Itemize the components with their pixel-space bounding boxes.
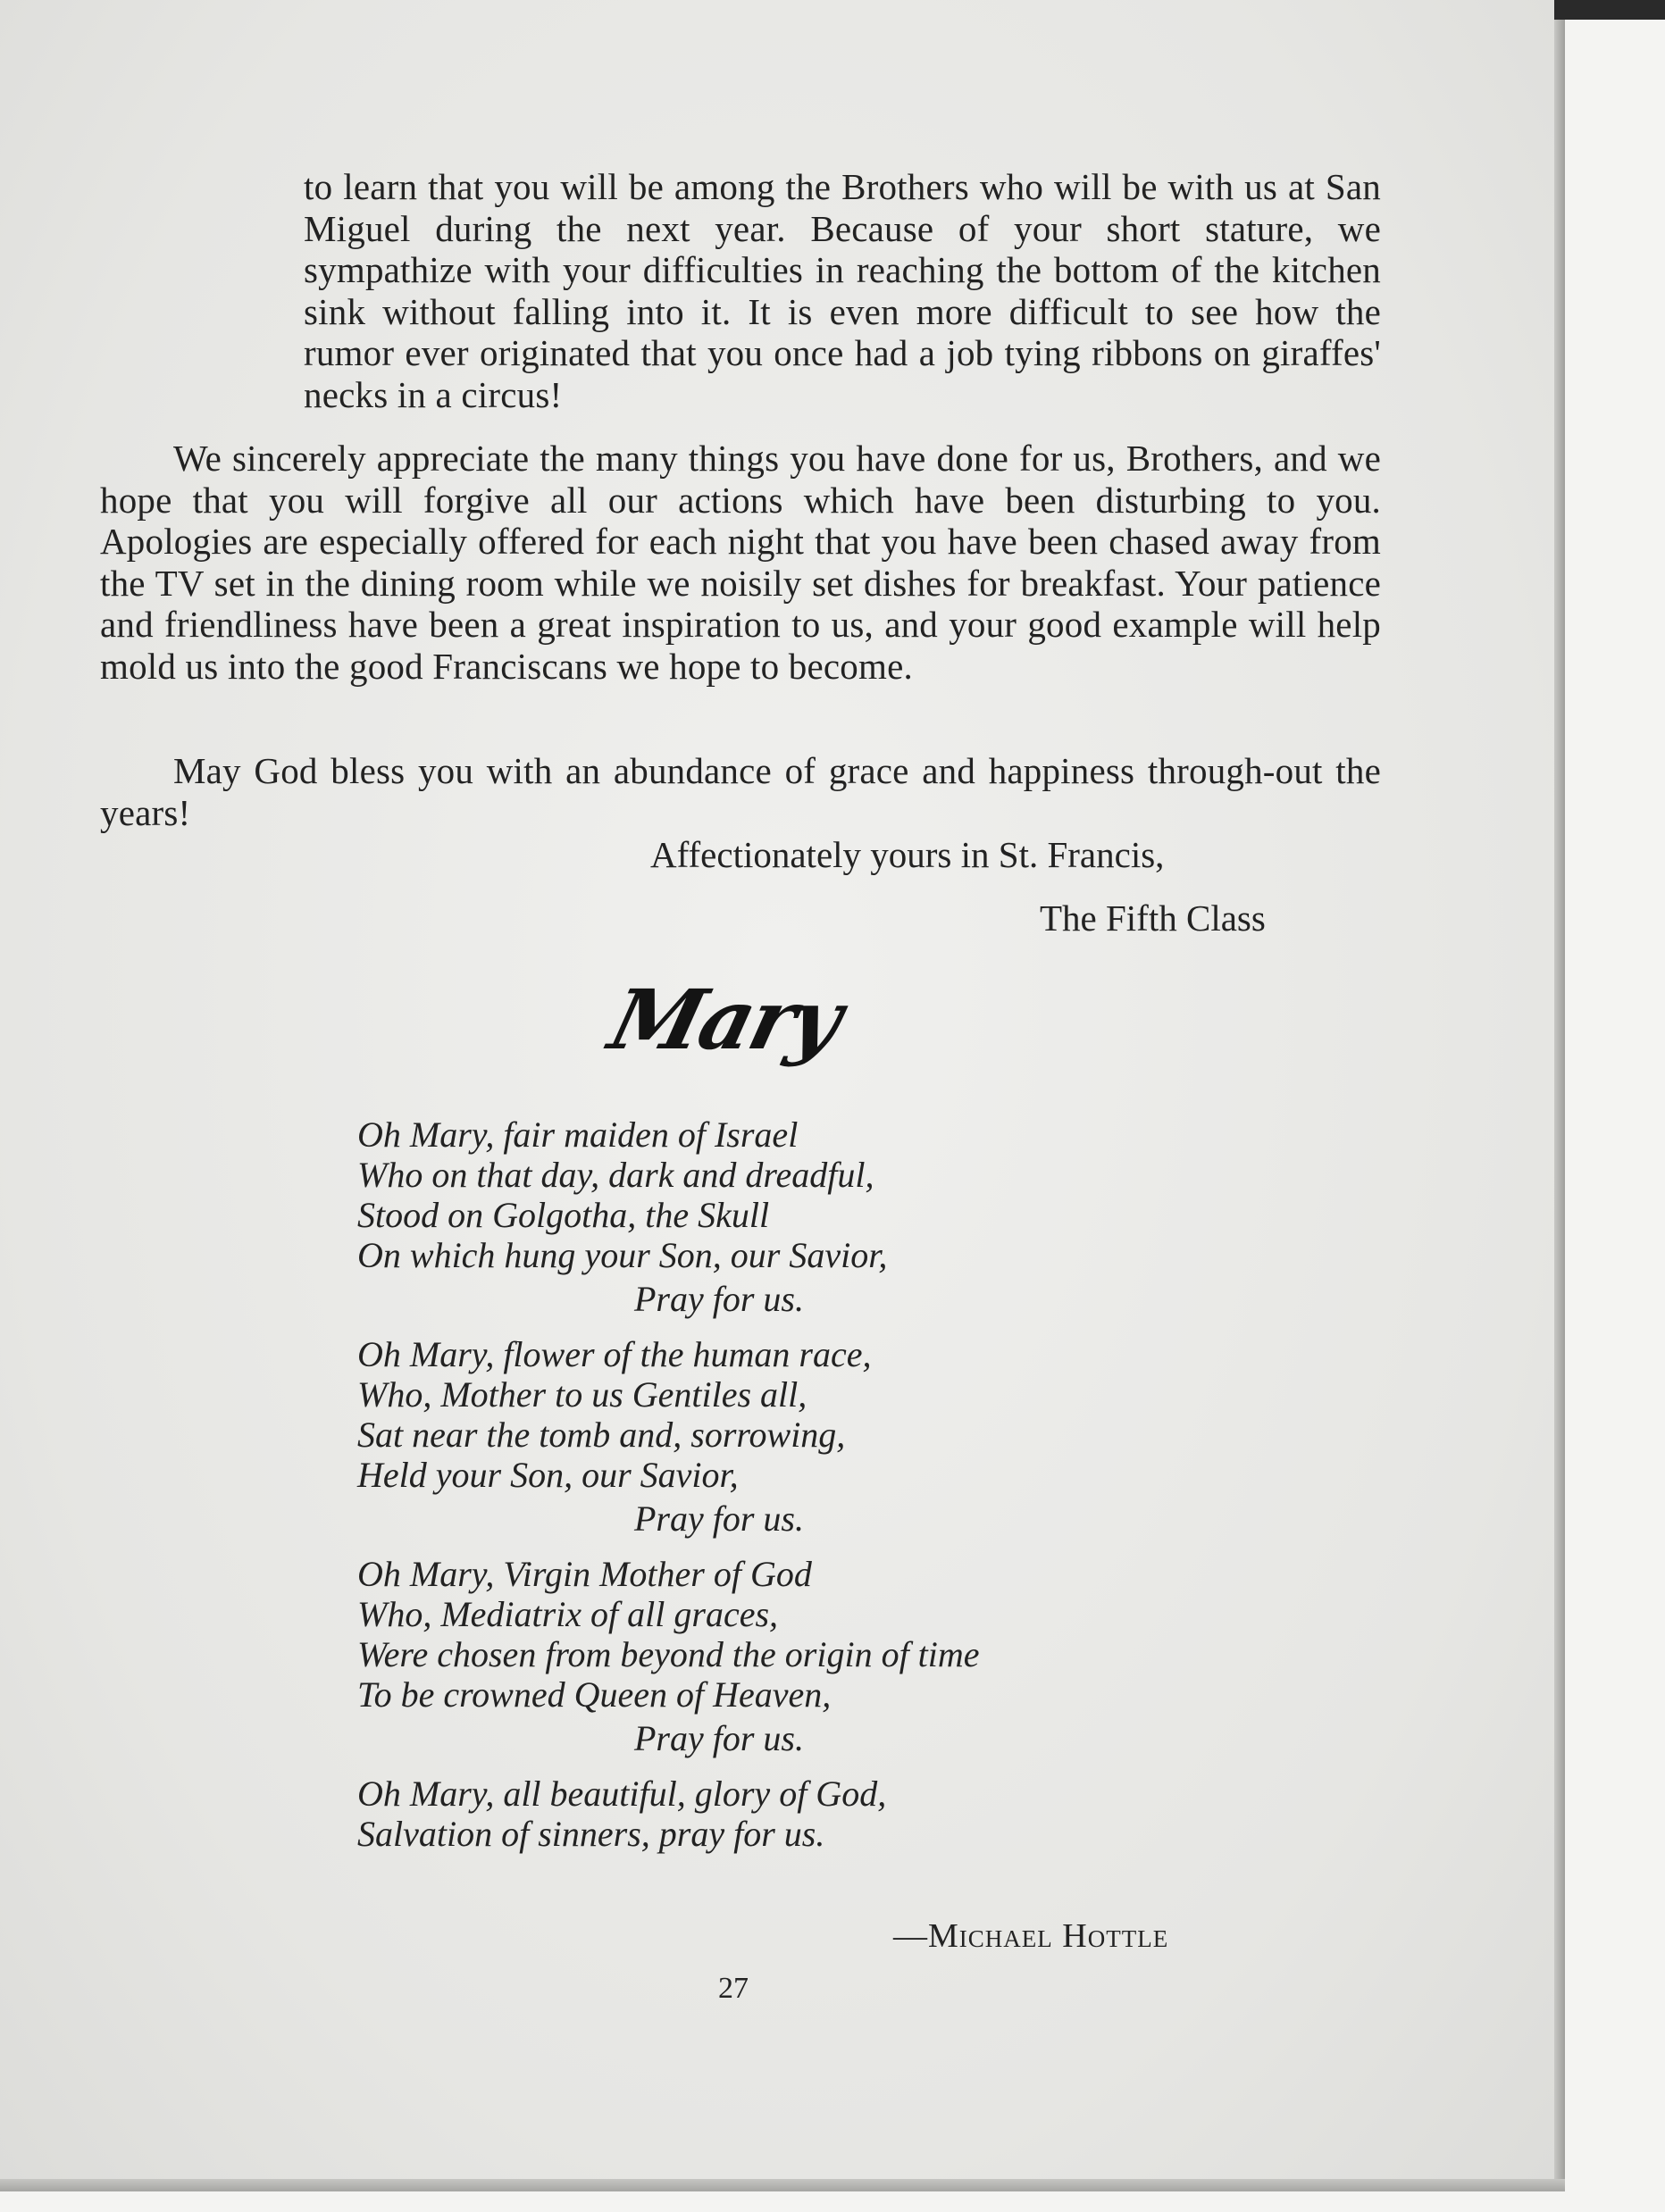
poem-line: On which hung your Son, our Savior, [357,1235,888,1275]
page-number: 27 [718,1972,749,2005]
poem-line: Held your Son, our Savior, [357,1455,739,1495]
poem-stanza [357,1554,1161,1758]
letter-signature: The Fifth Class [1040,897,1266,939]
page-edge-bottom [0,2179,1565,2191]
poem [357,1114,1161,1869]
letter-paragraph: May God bless you with an abundance of grace and happiness through-out the years! [100,750,1381,833]
poem-refrain: Pray for us. [634,1718,804,1758]
poem-line: Who, Mother to us Gentiles all, [357,1374,807,1415]
poem-line: Oh Mary, fair maiden of Israel [357,1114,799,1155]
poem-line: Were chosen from beyond the origin of time [357,1634,980,1674]
letter-paragraph: We sincerely appreciate the many things you have done for us, Brothers, and we hope that you will forgive all our actions which have been disturbing to you. Apologies are especially offered for each night that you have been chased away from the TV set in the dining room while we noisily set dishes for breakfast. Your patience and friendliness have been a great inspiration to us, and your good example will help mold us into the good Franciscans we hope to become. [100,438,1381,687]
poem-stanza [357,1334,1161,1539]
poem-line: Who on that day, dark and dreadful, [357,1155,874,1195]
letter-closing: Affectionately yours in St. Francis, [650,834,1165,875]
poem-refrain: Pray for us. [634,1279,804,1319]
poem-line: Oh Mary, flower of the human race, [357,1334,872,1374]
poem-line: Sat near the tomb and, sorrowing, [357,1415,846,1455]
poem-line: Salvation of sinners, pray for us. [357,1814,825,1854]
letter-continuation: to learn that you will be among the Brothers who will be with us at San Miguel during the next year. Because of your short stature, we sympathize with your difficulties in reaching the bottom of the kitchen sink without falling into it. It is even more difficult to see how the rumor ever originated that you once had a job tying ribbons on giraffes' necks in a circus! [304,166,1381,415]
poem-refrain: Pray for us. [634,1498,804,1539]
poem-stanza [357,1114,1161,1319]
page-edge-right [1554,0,1565,2188]
poem-line: To be crowned Queen of Heaven, [357,1674,832,1715]
poem-line: Stood on Golgotha, the Skull [357,1195,770,1235]
poem-line: Who, Mediatrix of all graces, [357,1594,779,1634]
poem-stanza [357,1774,1161,1854]
scan-corner [1554,0,1665,20]
poem-title: Mary [600,972,849,1068]
poem-line: Oh Mary, all beautiful, glory of God, [357,1774,887,1814]
poem-author: —Michael Hottle [893,1917,1169,1955]
poem-line: Oh Mary, Virgin Mother of God [357,1554,812,1594]
